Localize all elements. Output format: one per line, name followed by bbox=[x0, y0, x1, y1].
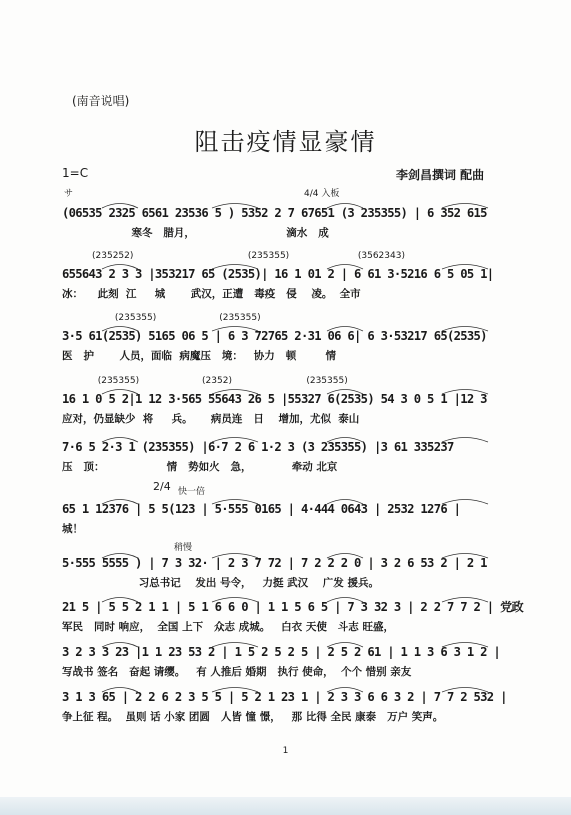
lyric-line: 医 护 人员，面临 病魔压 境： 协力 顿 情 bbox=[62, 350, 337, 362]
notation-line: 3 1 3 65 | 2 2 6 2 3 5 5 | 5 2 1 23 1 | 2 3 3 6 6 3 2 | 7 7 2 532 | bbox=[62, 690, 507, 704]
credits: 李剑昌撰词 配曲 bbox=[396, 168, 485, 182]
notation-line: 16 1 0 5 2|1 12 3·565 55643 26 5 |55327 6(2535) 54 3 0 5 1 |12 3 bbox=[62, 392, 487, 406]
page-number: 1 bbox=[282, 746, 289, 756]
lyric-line: 冰： 此刻 江 城 武汉，正遭 毒疫 侵 凌。 全市 bbox=[62, 288, 361, 300]
notation-line: 5·555 5555 ) | 7 3 32· | 2 3 7 72 | 7 2 2 2 0 | 3 2 6 53 2 | 2 1 bbox=[62, 556, 487, 570]
tempo-free-mark: サ bbox=[64, 189, 74, 199]
lyric-line: 军民 同时 响应， 全国 上下 众志 成城。 白衣 天使 斗志 旺盛， bbox=[62, 621, 394, 633]
page-title: 阻击疫情显豪情 bbox=[194, 128, 377, 156]
lyric-line: 应对，仍显缺少 将 兵。 病员连 日 增加，尤似 泰山 bbox=[62, 413, 360, 425]
fast-tempo-mark: 快一倍 bbox=[178, 487, 206, 497]
ornament-line: (235252) (235355) (3562343) bbox=[92, 251, 405, 261]
key-signature: 1=C bbox=[62, 166, 89, 180]
meter-change-mark: 2/4 bbox=[153, 480, 171, 493]
genre-label: (南音说唱) bbox=[72, 94, 130, 108]
notation-line: 3·5 61(2535) 5165 06 5 | 6 3 72765 2·31 06 6| 6 3·53217 65(2535) bbox=[62, 329, 487, 343]
lyric-line: 压 顶： 情 势如火 急， 牵动 北京 bbox=[62, 461, 338, 473]
notation-line: 655643 2 3 3 |353217 65 (2535)| 16 1 01 2 | 6 61 3·5216 6 5 05 1| bbox=[62, 267, 494, 281]
ornament-line: (235355) (2352) (235355) bbox=[92, 376, 348, 386]
notation-line: 21 5 | 5 5 2 1 1 | 5 1 6 6 0 | 1 1 5 6 5 | 7 3 32 3 | 2 2 7 7 2 | 党政 bbox=[62, 600, 524, 614]
notation-line: 7·6 5 2·3 1 (235355) |6·7 2 6 1·2 3 (3 235355) |3 61 335237 bbox=[62, 440, 454, 454]
notation-line: 65 1 12376 | 5 5(123 | 5·555 0165 | 4·444 0643 | 2532 1276 | bbox=[62, 502, 461, 516]
notation-line: 3 2 3 3 23 |1 1 23 53 2 | 1 5 2 5 2 5 | 2 5 2 61 | 1 1 3 6 3 1 2 | bbox=[62, 645, 501, 659]
notation-line: (06535 2325 6561 23536 5 ) 5352 2 7 67651 (3 235355) | 6 352 615 bbox=[62, 206, 487, 220]
slow-tempo-mark: 稍慢 bbox=[174, 543, 193, 553]
lyric-line: 争上征 程。 虽则 话 小家 团圆 人皆 憧 憬， 那 比得 全民 康泰 万户 笑声。 bbox=[62, 711, 444, 723]
lyric-line: 城！ bbox=[62, 523, 83, 535]
lyric-line: 寒冬 腊月， 滴水 成 bbox=[62, 227, 329, 239]
lyric-line: 习总书记 发出 号令， 力挺 武汉 广发 援兵。 bbox=[62, 577, 379, 589]
ornament-line: (235355) (235355) bbox=[92, 313, 261, 323]
meter-mark: 4/4 入板 bbox=[304, 189, 340, 199]
lyric-line: 写战书 签名 奋起 请缨。 有 人推后 婚期 执行 使命， 个个 惜别 亲友 bbox=[62, 666, 412, 678]
